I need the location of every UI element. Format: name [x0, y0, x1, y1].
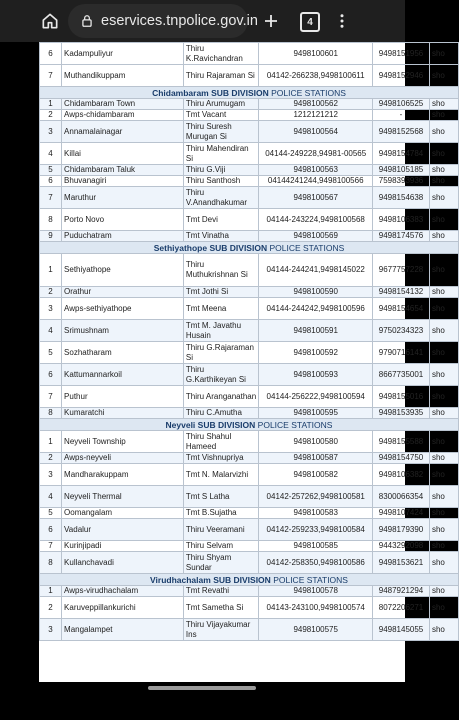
mobile-cell[interactable]: 9498154784 — [373, 143, 430, 165]
email-cell: sho — [429, 43, 458, 65]
mobile-cell[interactable]: 9498145055 — [373, 619, 430, 641]
officer-name-cell: Tmt M. Javathu Husain — [183, 320, 258, 342]
officer-name-cell: Tmt B.Sujatha — [183, 508, 258, 519]
table-row — [40, 408, 459, 419]
email-cell: sho — [429, 453, 458, 464]
officer-name-cell: Thiru Vijayakumar Ins — [183, 619, 258, 641]
landline-cell[interactable]: 9498100587 — [259, 453, 373, 464]
station-name-cell: Kumaratchi — [62, 408, 184, 419]
station-name-cell: Awps-virudhachalam — [62, 586, 184, 597]
landline-cell[interactable]: 04144-256222,9498100594 — [259, 386, 373, 408]
email-cell: sho — [429, 254, 458, 287]
email-cell: sho — [429, 408, 458, 419]
station-name-cell: Porto Novo — [62, 209, 184, 231]
table-row — [40, 453, 459, 464]
gesture-handle[interactable] — [148, 686, 256, 690]
email-cell: sho — [429, 320, 458, 342]
officer-name-cell: Tmt Meena — [183, 298, 258, 320]
landline-cell[interactable]: 9498100582 — [259, 464, 373, 486]
mobile-cell[interactable]: - — [373, 110, 430, 121]
serial-number-cell: 4 — [40, 486, 62, 508]
table-row — [40, 364, 459, 386]
table-row — [40, 43, 459, 65]
table-row — [40, 165, 459, 176]
landline-cell[interactable]: 04143-243100,9498100574 — [259, 597, 373, 619]
police-stations-label: POLICE STATIONS — [273, 574, 348, 585]
landline-cell[interactable]: 9498100564 — [259, 121, 373, 143]
mobile-cell[interactable]: 9498152568 — [373, 121, 430, 143]
station-name-cell: Oomangalam — [62, 508, 184, 519]
home-icon[interactable] — [38, 9, 62, 33]
officer-name-cell: Thiru Selvam — [183, 541, 258, 552]
lock-icon — [80, 14, 94, 28]
serial-number-cell: 5 — [40, 342, 62, 364]
station-name-cell: Awps-chidambaram — [62, 110, 184, 121]
email-cell: sho — [429, 176, 458, 187]
station-name-cell: Chidambaram Town — [62, 99, 184, 110]
email-cell: sho — [429, 187, 458, 209]
serial-number-cell: 3 — [40, 121, 62, 143]
email-cell: sho — [429, 110, 458, 121]
mobile-cell[interactable]: 9498106382 — [373, 464, 430, 486]
sub-division-title — [40, 419, 459, 431]
mobile-cell[interactable]: 9498174576 — [373, 231, 430, 242]
landline-cell[interactable]: 04144-244241,9498145022 — [259, 254, 373, 287]
serial-number-cell: 9 — [40, 231, 62, 242]
officer-name-cell: Thiru Shyam Sundar — [183, 552, 258, 574]
landline-cell[interactable]: 9498100593 — [259, 364, 373, 386]
email-cell: sho — [429, 121, 458, 143]
email-cell: sho — [429, 364, 458, 386]
email-cell: sho — [429, 486, 458, 508]
station-name-cell: Kurinjipadi — [62, 541, 184, 552]
sub-division-title — [40, 242, 459, 254]
landline-cell[interactable]: 9498100578 — [259, 586, 373, 597]
mobile-cell[interactable]: 9498154750 — [373, 453, 430, 464]
police-stations-table — [39, 42, 459, 641]
email-cell: sho — [429, 541, 458, 552]
serial-number-cell: 1 — [40, 99, 62, 110]
mobile-cell[interactable]: 9498107424 — [373, 508, 430, 519]
serial-number-cell: 6 — [40, 519, 62, 541]
officer-name-cell: Thiru Aranganathan — [183, 386, 258, 408]
officer-name-cell: Tmt N. Malarvizhi — [183, 464, 258, 486]
landline-cell[interactable]: 9498100567 — [259, 187, 373, 209]
table-row — [40, 464, 459, 486]
station-name-cell: Srimushnam — [62, 320, 184, 342]
table-row — [40, 65, 459, 87]
sub-division-label: SUB DIVISION — [197, 419, 256, 430]
station-name-cell: Neyveli Township — [62, 431, 184, 453]
more-vert-icon[interactable] — [330, 9, 354, 33]
serial-number-cell: 3 — [40, 298, 62, 320]
mobile-cell[interactable]: 8072206271 — [373, 597, 430, 619]
station-name-cell: Puthur — [62, 386, 184, 408]
mobile-cell[interactable]: 9790716141 — [373, 342, 430, 364]
mobile-cell[interactable]: 7598393936 — [373, 176, 430, 187]
table-row — [40, 320, 459, 342]
station-name-cell: Mangalampet — [62, 619, 184, 641]
email-cell: sho — [429, 619, 458, 641]
email-cell: sho — [429, 431, 458, 453]
mobile-cell[interactable]: 9498152946 — [373, 65, 430, 87]
serial-number-cell: 7 — [40, 386, 62, 408]
station-name-cell: Kadampuliyur — [62, 43, 184, 65]
table-row — [40, 287, 459, 298]
sub-division-name: Virudhachalam — [150, 574, 211, 585]
sub-division-header — [40, 242, 459, 254]
serial-number-cell: 1 — [40, 431, 62, 453]
landline-cell[interactable]: 9498100591 — [259, 320, 373, 342]
browser-toolbar — [0, 0, 405, 42]
mobile-cell[interactable]: 9498155588 — [373, 431, 430, 453]
mobile-cell[interactable]: 9498153935 — [373, 408, 430, 419]
table-row — [40, 209, 459, 231]
table-row — [40, 552, 459, 574]
officer-name-cell: Thiru Rajaraman Si — [183, 65, 258, 87]
table-row — [40, 121, 459, 143]
officer-name-cell: Tmt Vacant — [183, 110, 258, 121]
station-name-cell: Annamalainagar — [62, 121, 184, 143]
landline-cell[interactable]: 9498100562 — [259, 99, 373, 110]
table-row — [40, 386, 459, 408]
mobile-cell[interactable]: 9498154654 — [373, 298, 430, 320]
station-name-cell: Muthandikuppam — [62, 65, 184, 87]
mobile-cell[interactable]: 9443292098 — [373, 541, 430, 552]
serial-number-cell: 3 — [40, 619, 62, 641]
table-row — [40, 143, 459, 165]
email-cell: sho — [429, 231, 458, 242]
plus-icon[interactable] — [259, 9, 283, 33]
email-cell: sho — [429, 209, 458, 231]
serial-number-cell: 7 — [40, 187, 62, 209]
officer-name-cell: Thiru Suresh Murugan Si — [183, 121, 258, 143]
officer-name-cell: Tmt Revathi — [183, 586, 258, 597]
sub-division-header — [40, 574, 459, 586]
police-stations-label: POLICE STATIONS — [269, 242, 345, 253]
officer-name-cell: Thiru V.Anandhakumar — [183, 187, 258, 209]
serial-number-cell: 4 — [40, 143, 62, 165]
email-cell: sho — [429, 143, 458, 165]
officer-name-cell: Tmt S Latha — [183, 486, 258, 508]
serial-number-cell: 7 — [40, 541, 62, 552]
mobile-cell[interactable]: 9498105185 — [373, 165, 430, 176]
sub-division-name: Chidambaram — [152, 87, 209, 98]
station-name-cell: Kattumannarkoil — [62, 364, 184, 386]
sub-division-label: SUB DIVISION — [211, 87, 269, 98]
mobile-cell[interactable]: 9498154132 — [373, 287, 430, 298]
officer-name-cell: Tmt Devi — [183, 209, 258, 231]
serial-number-cell: 2 — [40, 110, 62, 121]
serial-number-cell: 2 — [40, 597, 62, 619]
serial-number-cell: 1 — [40, 254, 62, 287]
station-name-cell: Awps-neyveli — [62, 453, 184, 464]
officer-name-cell: Thiru Mahendiran Si — [183, 143, 258, 165]
officer-name-cell: Thiru Veeramani — [183, 519, 258, 541]
serial-number-cell: 8 — [40, 408, 62, 419]
station-name-cell: Sethiyathope — [62, 254, 184, 287]
table-row — [40, 99, 459, 110]
tab-count: 4 — [307, 16, 313, 28]
officer-name-cell: Tmt Vinatha — [183, 231, 258, 242]
sub-division-label: SUB DIVISION — [209, 242, 268, 253]
landline-cell[interactable]: 9498100563 — [259, 165, 373, 176]
station-name-cell: Chidambaram Taluk — [62, 165, 184, 176]
landline-cell[interactable]: 04142-257262,9498100581 — [259, 486, 373, 508]
serial-number-cell: 6 — [40, 43, 62, 65]
email-cell: sho — [429, 464, 458, 486]
mobile-cell[interactable]: 9498106383 — [373, 209, 430, 231]
address-bar[interactable] — [68, 4, 258, 38]
landline-cell[interactable]: 1212121212 — [259, 110, 373, 121]
table-row — [40, 342, 459, 364]
table-row — [40, 597, 459, 619]
table-row — [40, 298, 459, 320]
mobile-cell[interactable]: 9498155016 — [373, 386, 430, 408]
station-name-cell: Puduchatram — [62, 231, 184, 242]
serial-number-cell: 8 — [40, 209, 62, 231]
landline-cell[interactable]: 9498100590 — [259, 287, 373, 298]
sub-division-name: Neyveli — [165, 419, 196, 430]
officer-name-cell: Thiru Shahul Hameed — [183, 431, 258, 453]
police-stations-label: POLICE STATIONS — [257, 419, 333, 430]
officer-name-cell: Thiru K.Ravichandran — [183, 43, 258, 65]
station-name-cell: Orathur — [62, 287, 184, 298]
landline-cell[interactable]: 9498100585 — [259, 541, 373, 552]
landline-cell[interactable]: 9498100601 — [259, 43, 373, 65]
email-cell: sho — [429, 287, 458, 298]
url-text: eservices.tnpolice.gov.in — [101, 13, 258, 29]
page-content — [39, 42, 445, 682]
station-name-cell: Karuveppillankurichi — [62, 597, 184, 619]
landline-cell[interactable]: 04144241244,9498100566 — [259, 176, 373, 187]
email-cell: sho — [429, 99, 458, 110]
officer-name-cell: Thiru Muthukrishnan Si — [183, 254, 258, 287]
email-cell: sho — [429, 597, 458, 619]
table-row — [40, 110, 459, 121]
serial-number-cell: 8 — [40, 552, 62, 574]
mobile-cell[interactable]: 9487921294 — [373, 586, 430, 597]
serial-number-cell: 2 — [40, 287, 62, 298]
landline-cell[interactable]: 9498100580 — [259, 431, 373, 453]
email-cell: sho — [429, 519, 458, 541]
email-cell: sho — [429, 508, 458, 519]
landline-cell[interactable]: 04144-244242,9498100596 — [259, 298, 373, 320]
station-name-cell: Kullanchavadi — [62, 552, 184, 574]
mobile-cell[interactable]: 9677757228 — [373, 254, 430, 287]
serial-number-cell: 4 — [40, 320, 62, 342]
sub-division-header — [40, 419, 459, 431]
serial-number-cell: 2 — [40, 453, 62, 464]
landline-cell[interactable]: 9498100575 — [259, 619, 373, 641]
mobile-cell[interactable]: 8300066354 — [373, 486, 430, 508]
email-cell: sho — [429, 586, 458, 597]
serial-number-cell: 6 — [40, 176, 62, 187]
station-name-cell: Mandharakuppam — [62, 464, 184, 486]
station-name-cell: Sozhatharam — [62, 342, 184, 364]
table-row — [40, 176, 459, 187]
landline-cell[interactable]: 9498100583 — [259, 508, 373, 519]
landline-cell[interactable]: 04144-249228,94981-00565 — [259, 143, 373, 165]
station-name-cell: Vadalur — [62, 519, 184, 541]
mobile-cell[interactable]: 9498154638 — [373, 187, 430, 209]
sub-division-label: SUB DIVISION — [213, 574, 271, 585]
table-row — [40, 486, 459, 508]
table-row — [40, 508, 459, 519]
officer-name-cell: Thiru G.Rajaraman Si — [183, 342, 258, 364]
tabs-icon[interactable] — [300, 12, 320, 32]
station-name-cell: Awps-sethiyathope — [62, 298, 184, 320]
landline-cell[interactable]: 04142-259233,9498100584 — [259, 519, 373, 541]
landline-cell[interactable]: 04142-266238,9498100611 — [259, 65, 373, 87]
officer-name-cell: Thiru Arumugam — [183, 99, 258, 110]
police-stations-label: POLICE STATIONS — [271, 87, 346, 98]
table-row — [40, 586, 459, 597]
table-row — [40, 431, 459, 453]
landline-cell[interactable]: 04144-243224,9498100568 — [259, 209, 373, 231]
email-cell: sho — [429, 552, 458, 574]
station-name-cell: Neyveli Thermal — [62, 486, 184, 508]
mobile-cell[interactable]: 9498151956 — [373, 43, 430, 65]
sub-division-header — [40, 87, 459, 99]
serial-number-cell: 7 — [40, 65, 62, 87]
sub-division-title — [40, 87, 459, 99]
table-row — [40, 231, 459, 242]
station-name-cell: Killai — [62, 143, 184, 165]
table-row — [40, 187, 459, 209]
mobile-cell[interactable]: 9498106525 — [373, 99, 430, 110]
sub-division-name: Sethiyathope — [153, 242, 208, 253]
officer-name-cell: Thiru C.Amutha — [183, 408, 258, 419]
email-cell: sho — [429, 165, 458, 176]
station-name-cell: Bhuvanagiri — [62, 176, 184, 187]
email-cell: sho — [429, 386, 458, 408]
officer-name-cell: Tmt Sametha Si — [183, 597, 258, 619]
table-row — [40, 519, 459, 541]
serial-number-cell: 3 — [40, 464, 62, 486]
station-name-cell: Maruthur — [62, 187, 184, 209]
serial-number-cell: 5 — [40, 165, 62, 176]
landline-cell[interactable]: 9498100595 — [259, 408, 373, 419]
email-cell: sho — [429, 298, 458, 320]
table-row — [40, 619, 459, 641]
serial-number-cell: 5 — [40, 508, 62, 519]
table-row — [40, 254, 459, 287]
table-row — [40, 541, 459, 552]
officer-name-cell: Thiru G.Karthikeyan Si — [183, 364, 258, 386]
mobile-cell[interactable]: 8667735001 — [373, 364, 430, 386]
sub-division-title — [40, 574, 459, 586]
landline-cell[interactable]: 04142-258350,9498100586 — [259, 552, 373, 574]
serial-number-cell: 6 — [40, 364, 62, 386]
mobile-cell[interactable]: 9498179390 — [373, 519, 430, 541]
landline-cell[interactable]: 9498100569 — [259, 231, 373, 242]
serial-number-cell: 1 — [40, 586, 62, 597]
landline-cell[interactable]: 9498100592 — [259, 342, 373, 364]
email-cell: sho — [429, 342, 458, 364]
mobile-cell[interactable]: 9750234323 — [373, 320, 430, 342]
email-cell: sho — [429, 65, 458, 87]
officer-name-cell: Thiru G.Viji — [183, 165, 258, 176]
mobile-cell[interactable]: 9498153621 — [373, 552, 430, 574]
officer-name-cell: Tmt Vishnupriya — [183, 453, 258, 464]
officer-name-cell: Thiru Santhosh — [183, 176, 258, 187]
officer-name-cell: Tmt Jothi Si — [183, 287, 258, 298]
